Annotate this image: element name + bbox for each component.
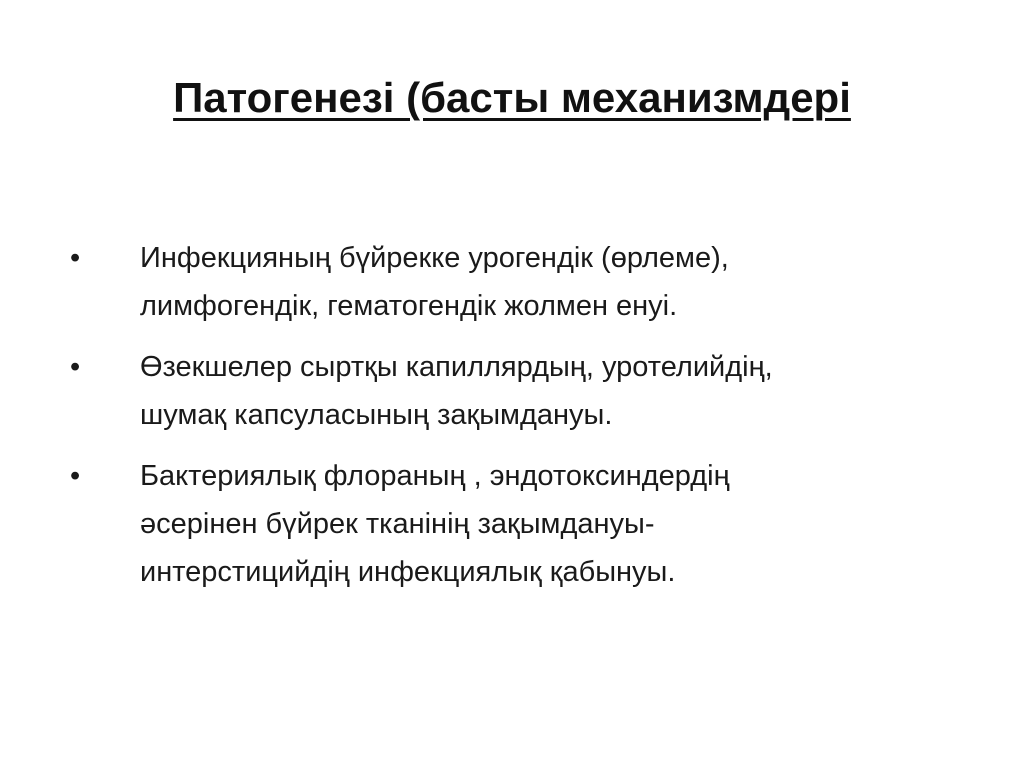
bullet-item — [62, 234, 962, 330]
bullet-text: Бактериялық флораның , эндотоксиндердің әсерінен бүйрек тканінің зақымдануы- интерстицийдің инфекциялық қабынуы. — [140, 460, 730, 588]
bullet-text: Инфекцияның бүйрекке урогендік (өрлеме), лимфогендік, гематогендік жолмен енуі. — [140, 242, 729, 322]
bullet-marker: • — [70, 242, 81, 274]
slide-title-text: Патогенезі (басты механизмдері — [173, 74, 851, 121]
bullet-item — [62, 343, 962, 439]
bullet-marker: • — [70, 351, 81, 383]
bullet-marker: • — [70, 460, 81, 492]
bullet-text: Өзекшелер сыртқы капиллярдың, уротелийдің, шумақ капсуласының зақымдануы. — [140, 351, 773, 431]
bullet-list — [62, 234, 962, 609]
slide-title — [0, 70, 1024, 126]
bullet-item — [62, 452, 962, 596]
